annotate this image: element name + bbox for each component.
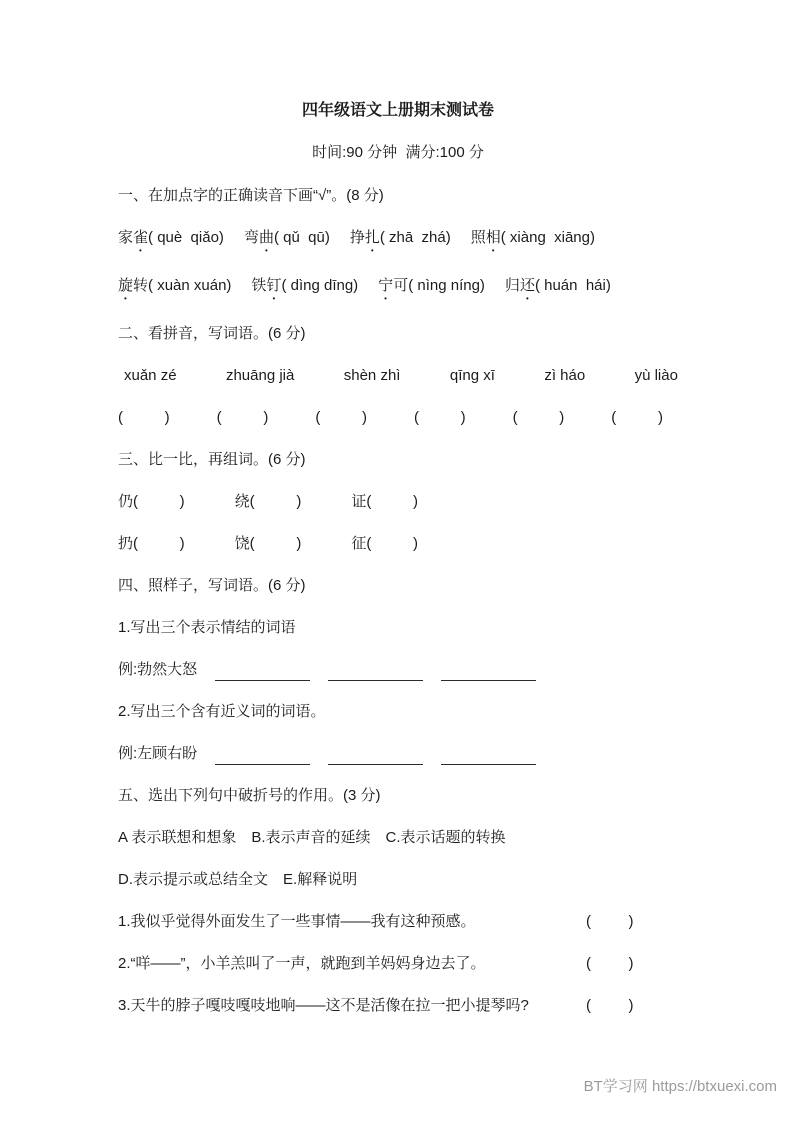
compare-word-item: 绕( ) (234, 493, 302, 510)
word-char: 挣 (349, 229, 365, 246)
section-4-example-2 (118, 743, 678, 765)
word-pinyin-item (251, 275, 358, 303)
option-item: B.表示声音的延续 (251, 829, 371, 846)
section-1-heading: 一、在加点字的正确读音下画“√”。(8 分) (118, 187, 384, 204)
word-char-dotted: 钉 (266, 277, 282, 294)
compare-word-item: 征( ) (351, 535, 419, 552)
section-5-options-row-1 (118, 827, 678, 849)
section-3-heading: 三、比一比，再组词。(6 分) (118, 451, 306, 468)
answer-blank-line (328, 747, 423, 765)
answer-blank-line (441, 747, 536, 765)
word-char: 照 (470, 229, 486, 246)
page-title: 四年级语文上册期末测试卷 (301, 102, 494, 119)
example-label: 例:勃然大怒 (118, 661, 198, 678)
word-char-dotted: 扎 (364, 229, 380, 246)
word-char-dotted: 曲 (258, 229, 274, 246)
answer-bracket: ( ) (586, 955, 634, 972)
pinyin-label: qīng xī (449, 367, 495, 384)
compare-word-item: 证( ) (351, 493, 419, 510)
pinyin-options: ( xuàn xuán) (148, 277, 232, 294)
section-4-prompt-2: 2.写出三个含有近义词的词语。 (118, 703, 326, 720)
section-2-heading: 二、看拼音，写词语。(6 分) (118, 325, 306, 342)
compare-word-item: 扔( ) (118, 535, 185, 552)
pinyin-options: ( xiàng xiāng) (500, 229, 595, 246)
answer-blank-line (441, 663, 536, 681)
section-4-prompt-1: 1.写出三个表示情结的词语 (118, 619, 296, 636)
word-char-dotted: 雀 (133, 229, 149, 246)
pinyin-label: xuǎn zé (124, 367, 177, 384)
pinyin-options: ( qǔ qū) (273, 229, 330, 246)
bracket-blank: ( ) (315, 409, 367, 426)
answer-bracket: ( ) (586, 913, 634, 930)
question-line (118, 995, 678, 1017)
pinyin-label: shèn zhì (343, 367, 401, 384)
example-label: 例:左顾右盼 (118, 745, 198, 762)
word-char: 家 (118, 229, 134, 246)
word-char: 可 (393, 277, 409, 294)
option-item: C.表示话题的转换 (385, 829, 506, 846)
word-pinyin-item (378, 275, 485, 303)
pinyin-options: ( huán hái) (534, 277, 611, 294)
option-item: A 表示联想和想象 (118, 829, 237, 846)
option-item: D.表示提示或总结全文 (118, 871, 269, 888)
word-char: 弯 (243, 229, 259, 246)
answer-blank-line (328, 663, 423, 681)
bracket-blank: ( ) (118, 409, 170, 426)
pinyin-label: zhuāng jià (225, 367, 295, 384)
section-5-heading: 五、选出下列句中破折号的作用。(3 分) (118, 787, 381, 804)
footer-watermark: BT学习网 https://btxuexi.com (583, 1078, 777, 1095)
pinyin-options: ( dìng dīng) (281, 277, 359, 294)
word-char-dotted: 还 (519, 277, 535, 294)
pinyin-row (118, 365, 678, 387)
word-char: 转 (133, 277, 149, 294)
section-3-row-2 (118, 533, 678, 555)
word-pinyin-item (350, 227, 451, 255)
bracket-blank: ( ) (216, 409, 269, 426)
word-pinyin-item (118, 227, 224, 255)
question-line (118, 911, 678, 933)
word-char: 归 (504, 277, 520, 294)
question-line (118, 953, 678, 975)
write-word-brackets (118, 407, 663, 429)
bracket-blank: ( ) (512, 409, 565, 426)
answer-bracket: ( ) (586, 997, 634, 1014)
section-1-row-1 (118, 227, 678, 255)
pinyin-label: yù liào (634, 367, 678, 384)
question-text: 2.“咩——”，小羊羔叫了一声，就跑到羊妈妈身边去了。 (118, 955, 486, 972)
word-char: 铁 (251, 277, 267, 294)
section-1-row-2 (118, 275, 678, 303)
pinyin-options: ( nìng níng) (408, 277, 485, 294)
exam-meta: 时间:90 分钟 满分:100 分 (312, 144, 484, 161)
word-pinyin-item (244, 227, 330, 255)
option-item: E.解释说明 (283, 871, 358, 888)
compare-word-item: 饶( ) (234, 535, 302, 552)
pinyin-options: ( què qiǎo) (148, 229, 224, 246)
word-pinyin-item (471, 227, 595, 255)
pinyin-label: zì háo (544, 367, 586, 384)
bracket-blank: ( ) (611, 409, 663, 426)
section-4-heading: 四、照样子，写词语。(6 分) (118, 577, 306, 594)
section-5-options-row-2 (118, 869, 678, 891)
word-char-dotted: 旋 (118, 277, 134, 294)
section-3-row-1 (118, 491, 678, 513)
word-char-dotted: 相 (485, 229, 501, 246)
pinyin-options: ( zhā zhá) (379, 229, 451, 246)
answer-blank-line (215, 747, 310, 765)
bracket-blank: ( ) (413, 409, 466, 426)
section-4-example-1 (118, 659, 678, 681)
question-text: 1.我似乎觉得外面发生了一些事情——我有这种预感。 (118, 913, 476, 930)
compare-word-item: 仍( ) (118, 493, 185, 510)
answer-blank-line (215, 663, 310, 681)
question-text: 3.天牛的脖子嘎吱嘎吱地响——这不是活像在拉一把小提琴吗? (118, 997, 529, 1014)
word-char-dotted: 宁 (378, 277, 394, 294)
word-pinyin-item (118, 275, 231, 303)
word-pinyin-item (505, 275, 611, 303)
